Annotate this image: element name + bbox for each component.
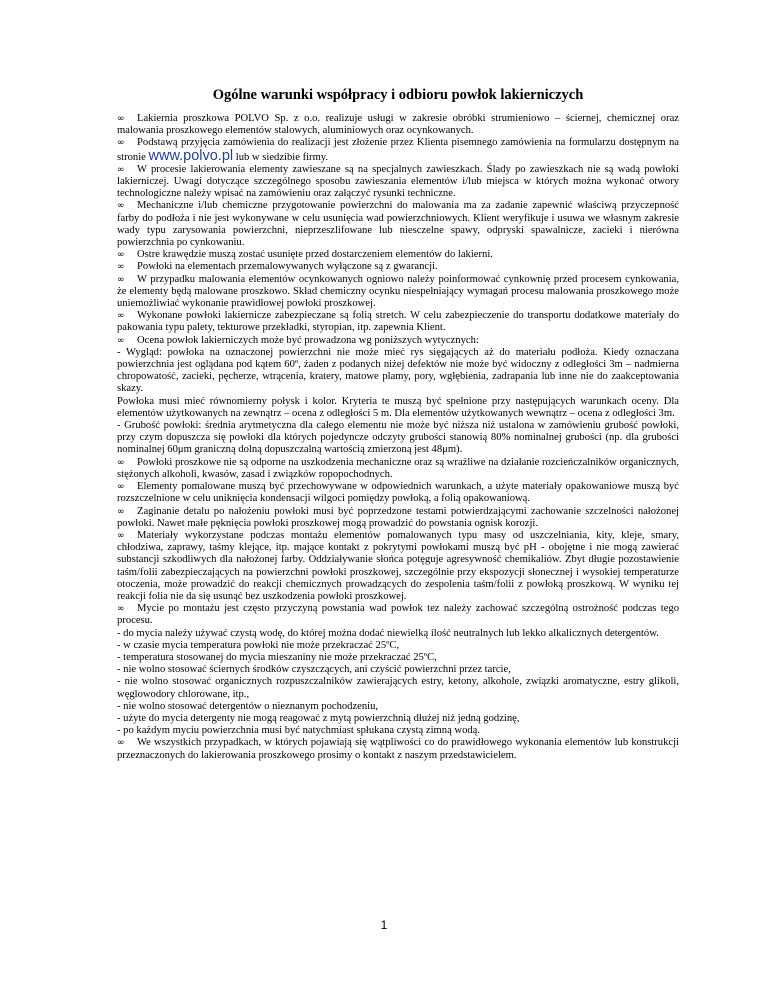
paragraph: - temperatura stosowanej do mycia mieszaniny nie może przekraczać 25ºC, <box>117 651 437 663</box>
paragraph: Powłoka musi mieć równomierny połysk i kolor. Kryteria te muszą być spełnione przy następujących warunkach oceny. Dla elementów użytkowanych na zewnątrz – ocena z odległości 5 m. Dla elementów użytkowanych wewnątrz – ocena z odległości 3m. <box>117 395 679 419</box>
paragraph-text: Podstawą przyjęcia zamówienia do realizacji jest złożenie przez Klienta pisemnego zamówienia na formularzu dostępnym na stronie <box>117 137 679 163</box>
paragraph: - użyte do mycia detergenty nie mogą reagować z mytą powierzchnią dłużej niż jedną godzinę, <box>117 712 520 724</box>
page-title: Ogólne warunki współpracy i odbioru powłok lakierniczych <box>212 87 584 103</box>
paragraph: ∞ Ostre krawędzie muszą zostać usunięte przed dostarczeniem elementów do lakierni. <box>117 249 679 261</box>
paragraph: ∞ Powłoki proszkowe nie są odporne na uszkodzenia mechaniczne oraz są wrażliwe na działanie rozcieńczalników organicznych, stężonych alkoholi, kwasów, zasad i związków ropopochodnych. <box>117 457 679 481</box>
paragraph: ∞ We wszystkich przypadkach, w których pojawiają się wątpliwości co do prawidłowego wykonania elementów lub konstrukcji przeznaczonych do lakierowania proszkowego prosimy o kontakt z naszym przedstawicielem. <box>117 737 679 761</box>
paragraph: - nie wolno stosować ściernych środków czyszczących, ani czyścić powierzchni przez tarcie, <box>117 664 511 676</box>
paragraph: ∞ Zaginanie detalu po nałożeniu powłoki musi być poprzedzone testami potwierdzającymi zachowanie szczelności nałożonej powłoki. Nawet małe pęknięcia powłoki proszkowej mogą prowadzić do powstania ognisk korozji. <box>117 506 679 530</box>
paragraph: ∞ Lakiernia proszkowa POLVO Sp. z o.o. realizuje usługi w zakresie obróbki strumieniowo – ściernej, chemicznej oraz malowania proszkowego elementów stalowych, aluminiowych oraz ocynkowanych. <box>117 113 679 137</box>
paragraph: ∞ Ocena powłok lakierniczych może być prowadzona wg poniższych wytycznych: <box>117 335 679 347</box>
paragraph: - nie wolno stosować detergentów o nieznanym pochodzeniu, <box>117 700 379 712</box>
paragraph: ∞ Mechaniczne i/lub chemiczne przygotowanie powierzchni do malowania ma za zadanie zapewnić właściwą przyczepność farby do podłoża i nie jest wykonywane w celu usunięcia wad powierzchniowych. Klient weryfikuje i usuwa we własnym zakresie wady typu zarysowania powierzchni, nieprzeszlifowane lub niesczelne spawy, odpryski spawalnicze, zacieki i nierówna powierzchnia po cynkowaniu. <box>117 200 679 249</box>
paragraph-with-link <box>117 137 679 163</box>
paragraph: ∞ Elementy pomalowane muszą być przechowywane w odpowiednich warunkach, a użyte materiały opakowaniowe muszą być rozszczelnione w celu uniknięcia kondensacji wilgoci pomiędzy powłoką, a folią opakowaniową. <box>117 481 679 505</box>
paragraph: ∞ W przypadku malowania elementów ocynkowanych ogniowo należy poinformować cynkownię przed procesem cynkowania, że elementy będą malowane proszkowo. Skład chemiczny ocynku niespełniający wymagań procesu malowania proszkowego może uniemożliwiać wykonanie prawidłowej powłoki proszkowej. <box>117 274 679 311</box>
website-link[interactable]: www.polvo.pl <box>148 147 234 164</box>
paragraph: ∞ Wykonane powłoki lakiernicze zabezpieczane są folią stretch. W celu zabezpieczenie do transportu dodatkowe materiały do pakowania typu palety, tekturowe przekładki, styropian, itp. zapewnia Klient. <box>117 310 679 334</box>
page-number: 1 <box>380 918 388 932</box>
paragraph: - w czasie mycia temperatura powłoki nie może przekraczać 25ºC, <box>117 639 400 651</box>
paragraph: - Wygląd: powłoka na oznaczonej powierzchni nie może mieć rys sięgających aż do materiału podłoża. Kiedy oznaczana powierzchnia jest oglądana pod kątem 60º, żaden z podanych niżej defektów nie może być widoczny z odległości 3m – nadmierna chropowatość, zacieki, pęcherze, wtrącenia, kratery, matowe plamy, pory, wgłębienia, zadrapania lub inne nie do zaakceptowania skazy. <box>117 346 679 395</box>
paragraph: - po każdym myciu powierzchnia musi być natychmiast spłukana czystą zimną wodą. <box>117 725 481 737</box>
paragraph: ∞ W procesie lakierowania elementy zawieszane są na specjalnych zawieszkach. Ślady po zawieszkach nie są wadą powłoki lakierniczej. Uwagi dotyczące szczególnego sposobu zawieszania elementów i/lub miejsca w których można wykonać otwory technologiczne należy wpisać na zamówieniu oraz załączyć rysunki techniczne. <box>117 164 679 201</box>
paragraph: ∞ Materiały wykorzystane podczas montażu elementów pomalowanych typu masy od uszczelniania, kity, kleje, smary, chłodziwa, zaprawy, taśmy klejące, itp. mające kontakt z pokrytymi powłokami muszą być pH - obojętne i nie mogą zawierać substancji szkodliwych dla nałożonej farby. Oddziaływanie słońca potęguje agresywność chemikaliów. Zbyt długie pozostawienie taśm/folii zabezpieczających na powierzchni powłoki proszkowej, szczególnie przy ekspozycji słonecznej i wysokiej temperaturze otoczenia, może prowadzić do reakcji chemicznych prowadzących do zespolenia taśm/folii z powłoką proszkową. W wyniku tej reakcji folia nie da się usunąć bez uszkodzenia powłoki proszkowej. <box>117 530 679 603</box>
document-body <box>117 113 679 762</box>
paragraph: - Grubość powłoki: średnia arytmetyczna dla całego elementu nie może być niższa niż ustalona w zamówieniu grubość powłoki, przy czym dopuszcza się powłoki dla których pojedyncze odczyty grubości stanowią 80% nominalnej grubości (np. dla grubości nominalnej 60μm graniczną dolną dopuszczalną wartością zmierzoną jest 48μm). <box>117 420 679 456</box>
paragraph: - nie wolno stosować organicznych rozpuszczalników zawierających estry, ketony, alkohole, związki aromatyczne, estry glikoli, węglowodory chlorowane, itp., <box>117 676 679 700</box>
paragraph-text: lub w siedzibie firmy. <box>235 151 329 163</box>
paragraph: ∞ Powłoki na elementach przemalowywanych wyłączone są z gwarancji. <box>117 261 679 273</box>
paragraph: - do mycia należy używać czystą wodę, do której można dodać niewielką ilość neutralnych lub lekko alkalicznych detergentów. <box>117 627 659 639</box>
paragraph: ∞ Mycie po montażu jest często przyczyną powstania wad powłok tez należy zachować szczególną ostrożność podczas tego procesu. <box>117 603 679 627</box>
